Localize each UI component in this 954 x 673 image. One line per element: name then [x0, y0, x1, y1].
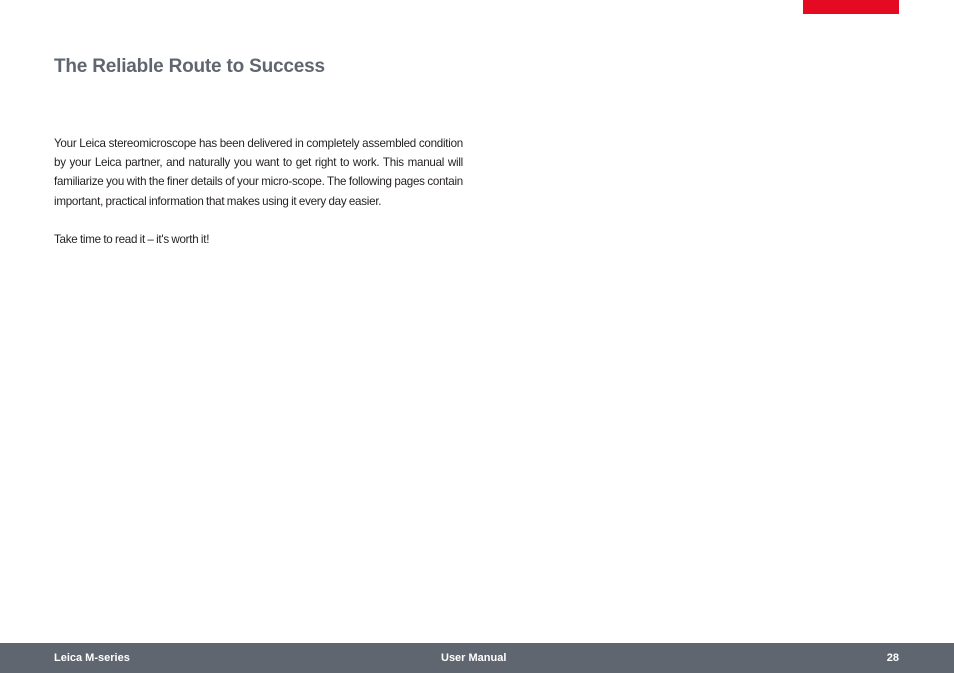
- body-text: [54, 134, 463, 249]
- page-footer: [0, 643, 954, 673]
- footer-page-number: 28: [886, 652, 899, 664]
- footer-product-name: Leica M-series: [54, 652, 130, 664]
- footer-document-title: User Manual: [441, 652, 507, 664]
- closing-paragraph: Take time to read it – it's worth it!: [54, 233, 210, 246]
- red-accent-tab: [803, 0, 899, 14]
- intro-paragraph: Your Leica stereomicroscope has been delivered in completely assembled condition by your Leica partner, and naturally you want to get right to work. This manual will familiarize you with the finer details of your micro-scope. The following pages contain important, practical information that makes using it every day easier.: [54, 137, 463, 208]
- page-title: The Reliable Route to Success: [54, 56, 325, 77]
